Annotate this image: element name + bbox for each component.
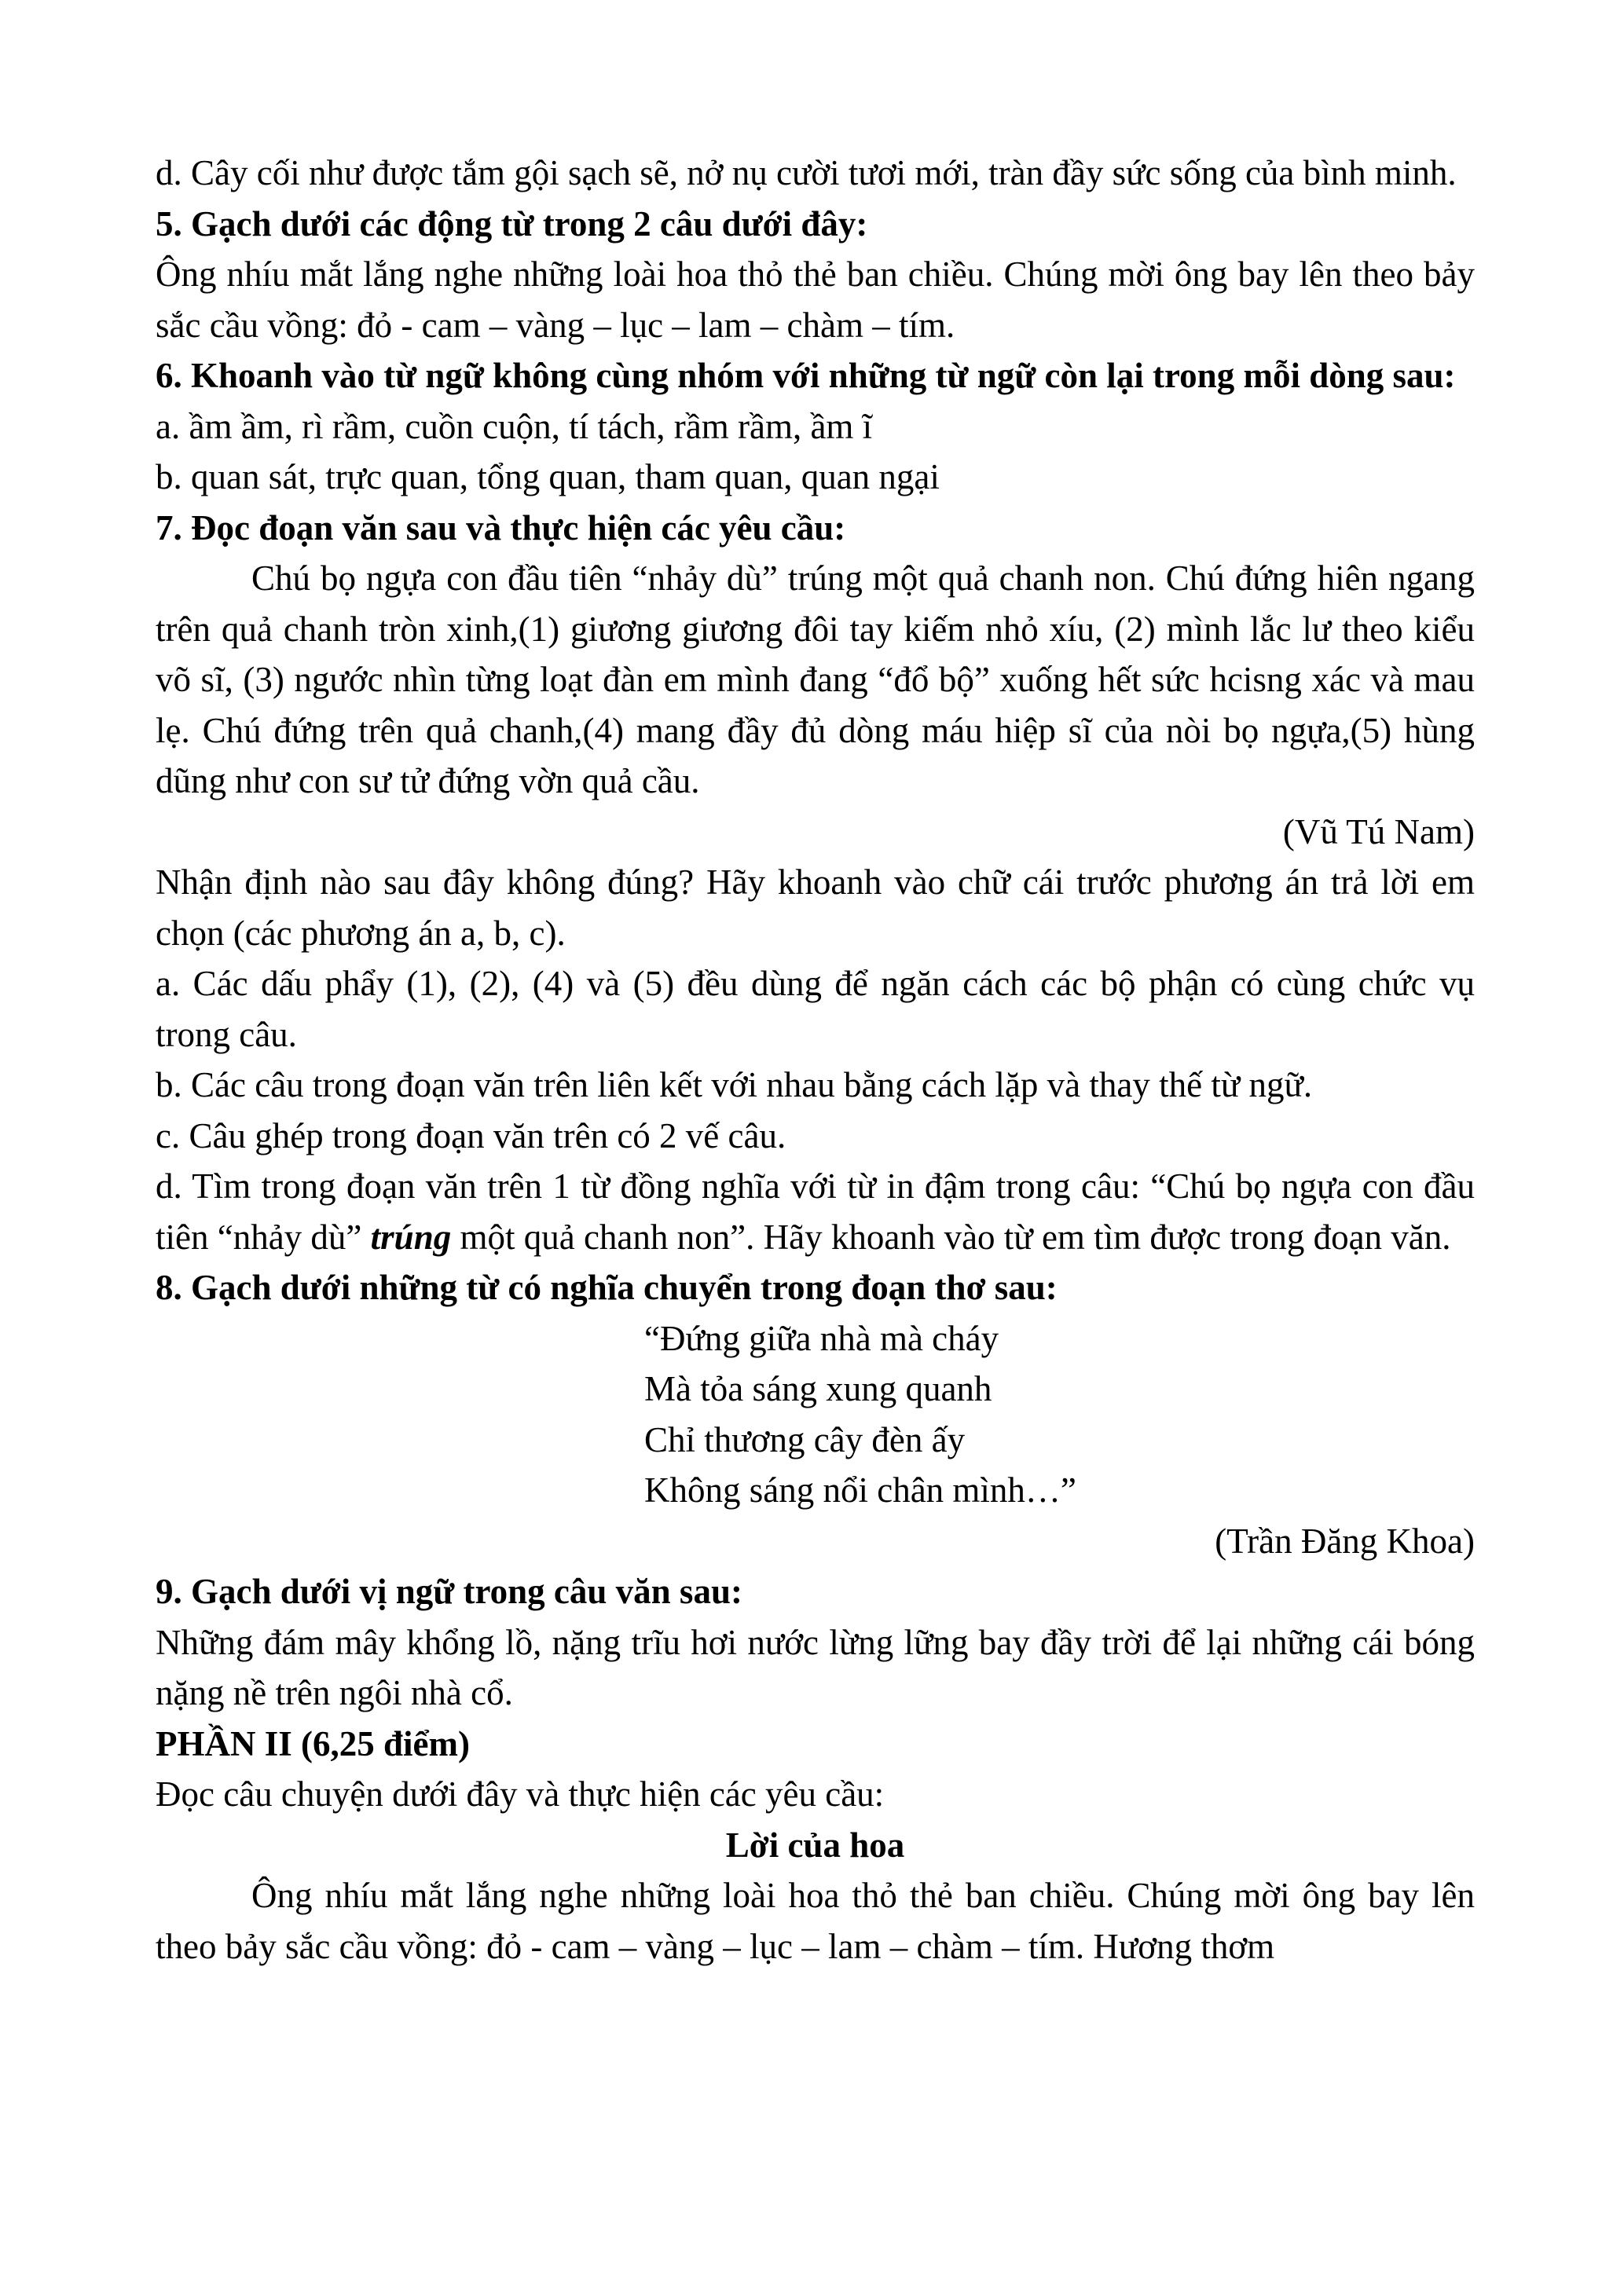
- story-text: Ông nhíu mắt lắng nghe những loài hoa thỏ thẻ ban chiều. Chúng mời ông bay lên theo bảy sắc cầu vồng: đỏ - cam – vàng – lục – lam – chàm – tím. Hương thơm: [156, 1876, 1475, 1966]
- part2-heading: PHẦN II (6,25 điểm): [156, 1723, 470, 1763]
- poem-line: Không sáng nổi chân mình…”: [644, 1470, 1076, 1510]
- q9-heading: 9. Gạch dưới vị ngữ trong câu văn sau:: [156, 1572, 742, 1611]
- q7-option-d-bold-word: trúng: [370, 1217, 452, 1257]
- q5-heading: 5. Gạch dưới các động từ trong 2 câu dưới đây:: [156, 203, 868, 244]
- q7-option-d: [156, 1161, 1475, 1262]
- q7-heading: 7. Đọc đoạn văn sau và thực hiện các yêu cầu:: [156, 507, 846, 547]
- q9-text: Những đám mây khổng lồ, nặng trĩu hơi nước lừng lững bay đầy trời để lại những cái bóng nặng nề trên ngôi nhà cổ.: [156, 1622, 1475, 1712]
- q6-option-b: b. quan sát, trực quan, tổng quan, tham quan, quan ngại: [156, 457, 940, 496]
- poem-line: “Đứng giữa nhà mà cháy: [644, 1318, 999, 1358]
- story-title: Lời của hoa: [725, 1825, 905, 1865]
- q8-heading: 8. Gạch dưới những từ có nghĩa chuyển trong đoạn thơ sau:: [156, 1268, 1058, 1307]
- q7-question: Nhận định nào sau đây không đúng? Hãy khoanh vào chữ cái trước phương án trả lời em chọn (các phương án a, b, c).: [156, 862, 1475, 953]
- q8-poem: [156, 1313, 1475, 1516]
- q4-option-d: d. Cây cối như được tắm gội sạch sẽ, nở nụ cười tươi mới, tràn đầy sức sống của bình minh.: [156, 153, 1457, 192]
- poem-line: Mà tỏa sáng xung quanh: [644, 1369, 992, 1408]
- part2-instruction: Đọc câu chuyện dưới đây và thực hiện các yêu cầu:: [156, 1774, 885, 1814]
- q8-author: (Trần Đăng Khoa): [1215, 1521, 1475, 1561]
- q7-option-a: a. Các dấu phẩy (1), (2), (4) và (5) đều dùng để ngăn cách các bộ phận có cùng chức vụ trong câu.: [156, 964, 1475, 1054]
- q7-option-b: b. Các câu trong đoạn văn trên liên kết với nhau bằng cách lặp và thay thế từ ngữ.: [156, 1065, 1313, 1104]
- q7-option-c: c. Câu ghép trong đoạn văn trên có 2 vế câu.: [156, 1115, 786, 1155]
- poem-line: Chỉ thương cây đèn ấy: [644, 1419, 966, 1459]
- q7-passage: Chú bọ ngựa con đầu tiên “nhảy dù” trúng một quả chanh non. Chú đứng hiên ngang trên quả chanh tròn xinh,(1) giương giương đôi tay kiếm nhỏ xíu, (2) mình lắc lư theo kiểu võ sĩ, (3) ngước nhìn từng loạt đàn em mình đang “đổ bộ” xuống hết sức hcisng xác và mau lẹ. Chú đứng trên quả chanh,(4) mang đầy đủ dòng máu hiệp sĩ của nòi bọ ngựa,(5) hùng dũng như con sư tử đứng vờn quả cầu.: [156, 558, 1475, 800]
- q6-option-a: a. ầm ầm, rì rầm, cuồn cuộn, tí tách, rầm rầm, ầm ĩ: [156, 406, 873, 446]
- q7-option-d-after: một quả chanh non”. Hãy khoanh vào từ em tìm được trong đoạn văn.: [451, 1217, 1451, 1257]
- q7-author: (Vũ Tú Nam): [1282, 811, 1475, 851]
- q7-option-d-before: d. Tìm trong đoạn văn trên 1 từ đồng nghĩa với từ in đậm trong câu: “Chú bọ ngựa con đầu tiên “nhảy dù”: [156, 1166, 1475, 1257]
- q5-text: Ông nhíu mắt lắng nghe những loài hoa thỏ thẻ ban chiều. Chúng mời ông bay lên theo bảy sắc cầu vồng: đỏ - cam – vàng – lục – lam – chàm – tím.: [156, 255, 1475, 345]
- q6-heading: 6. Khoanh vào từ ngữ không cùng nhóm với những từ ngữ còn lại trong mỗi dòng sau:: [156, 356, 1456, 395]
